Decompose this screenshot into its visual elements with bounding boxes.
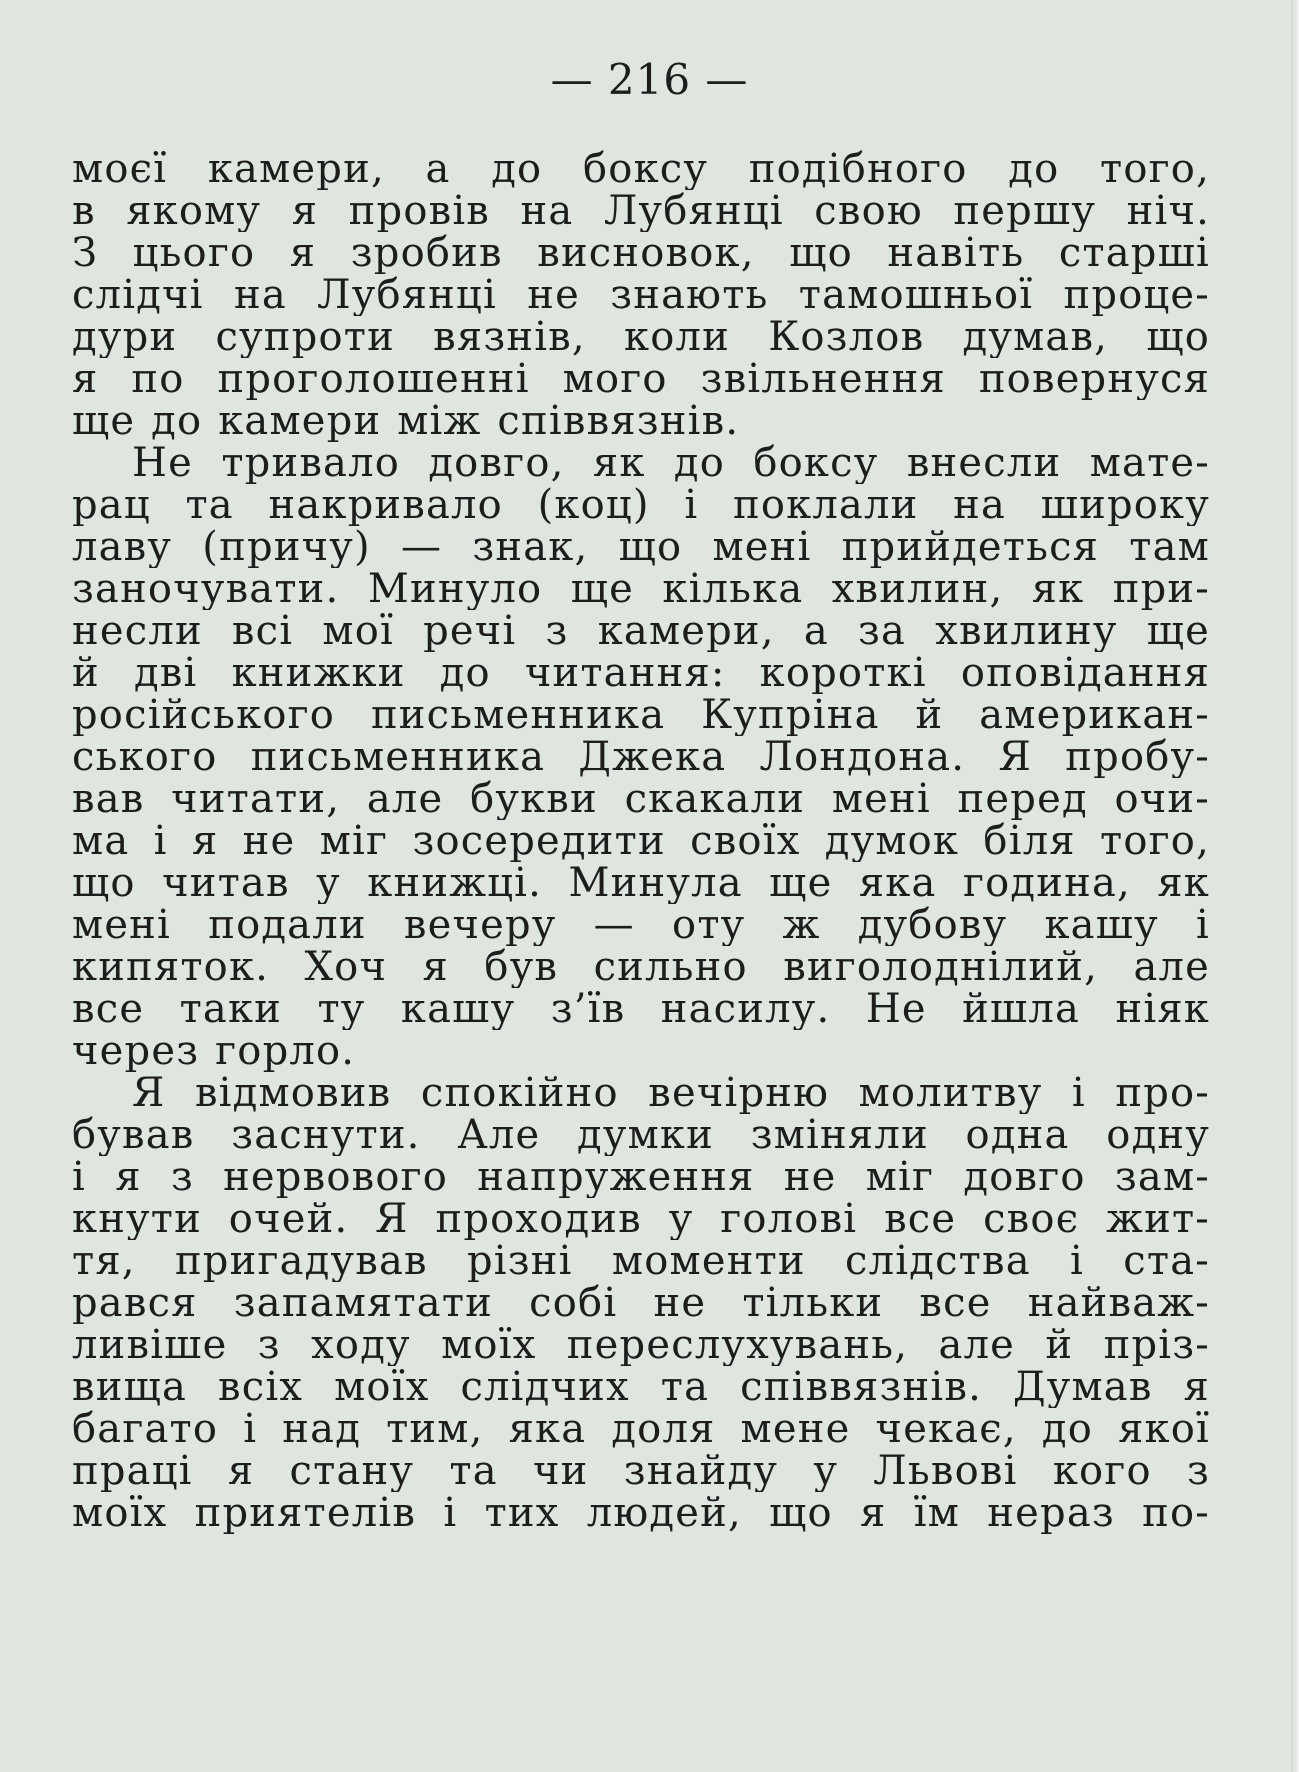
- text-line: ще до камери між співвязнів.: [72, 400, 740, 442]
- text-line: тя, пригадував різні моменти слідства і ста-: [72, 1240, 1210, 1282]
- paragraph-2: [72, 442, 1210, 1072]
- text-line: все таки ту кашу з’їв насилу. Не йшла ніяк: [72, 988, 1210, 1030]
- text-line: через горло.: [72, 1030, 356, 1072]
- page-number: — 216 —: [550, 55, 749, 104]
- paragraph-1: [72, 148, 1210, 442]
- text-line: кипяток. Хоч я був сильно виголоднілий, але: [72, 946, 1210, 988]
- text-line: вища всіх моїх слідчих та співвязнів. Думав я: [72, 1366, 1210, 1408]
- paragraph-3: [72, 1072, 1210, 1534]
- text-line: російського письменника Купріна й американ-: [72, 694, 1210, 736]
- text-line: в якому я провів на Лубянці свою першу ніч.: [72, 190, 1210, 232]
- text-line: Не тривало довго, як до боксу внесли мате-: [132, 442, 1210, 484]
- text-line: і я з нервового напруження не міг довго зам-: [72, 1156, 1210, 1198]
- text-line: рац та накривало (коц) і поклали на широку: [72, 484, 1210, 526]
- page-edge: [1291, 0, 1299, 1772]
- text-line: лаву (причу) — знак, що мені прийдеться там: [72, 526, 1210, 568]
- text-line: Я відмовив спокійно вечірню молитву і про-: [132, 1072, 1210, 1114]
- text-line: що читав у книжці. Минула ще яка година, як: [72, 862, 1210, 904]
- text-line: кнути очей. Я проходив у голові все своє жит-: [72, 1198, 1210, 1240]
- text-line: моїх приятелів і тих людей, що я їм нераз по-: [72, 1492, 1210, 1534]
- text-line: З цього я зробив висновок, що навіть старші: [72, 232, 1210, 274]
- text-block: [72, 148, 1210, 1534]
- text-line: бував заснути. Але думки зміняли одна одну: [72, 1114, 1210, 1156]
- text-line: ливіше з ходу моїх переслухувань, але й пріз-: [72, 1324, 1210, 1366]
- text-line: праці я стану та чи знайду у Львові кого з: [72, 1450, 1210, 1492]
- text-line: слідчі на Лубянці не знають тамошньої проце-: [72, 274, 1210, 316]
- text-line: й дві книжки до читання: короткі оповідання: [72, 652, 1210, 694]
- text-line: я по проголошенні мого звільнення повернуся: [72, 358, 1210, 400]
- text-line: ма і я не міг зосередити своїх думок біля того,: [72, 820, 1210, 862]
- text-line: дури супроти вязнів, коли Козлов думав, що: [72, 316, 1210, 358]
- text-line: мені подали вечеру — оту ж дубову кашу і: [72, 904, 1210, 946]
- text-line: моєї камери, а до боксу подібного до того,: [72, 148, 1210, 190]
- text-line: несли всі мої речі з камери, а за хвилину ще: [72, 610, 1210, 652]
- text-line: вав читати, але букви скакали мені перед очи-: [72, 778, 1210, 820]
- text-line: рався запамятати собі не тільки все найваж-: [72, 1282, 1210, 1324]
- text-line: ського письменника Джека Лондона. Я пробу-: [72, 736, 1210, 778]
- text-line: багато і над тим, яка доля мене чекає, до якої: [72, 1408, 1210, 1450]
- text-line: заночувати. Минуло ще кілька хвилин, як при-: [72, 568, 1210, 610]
